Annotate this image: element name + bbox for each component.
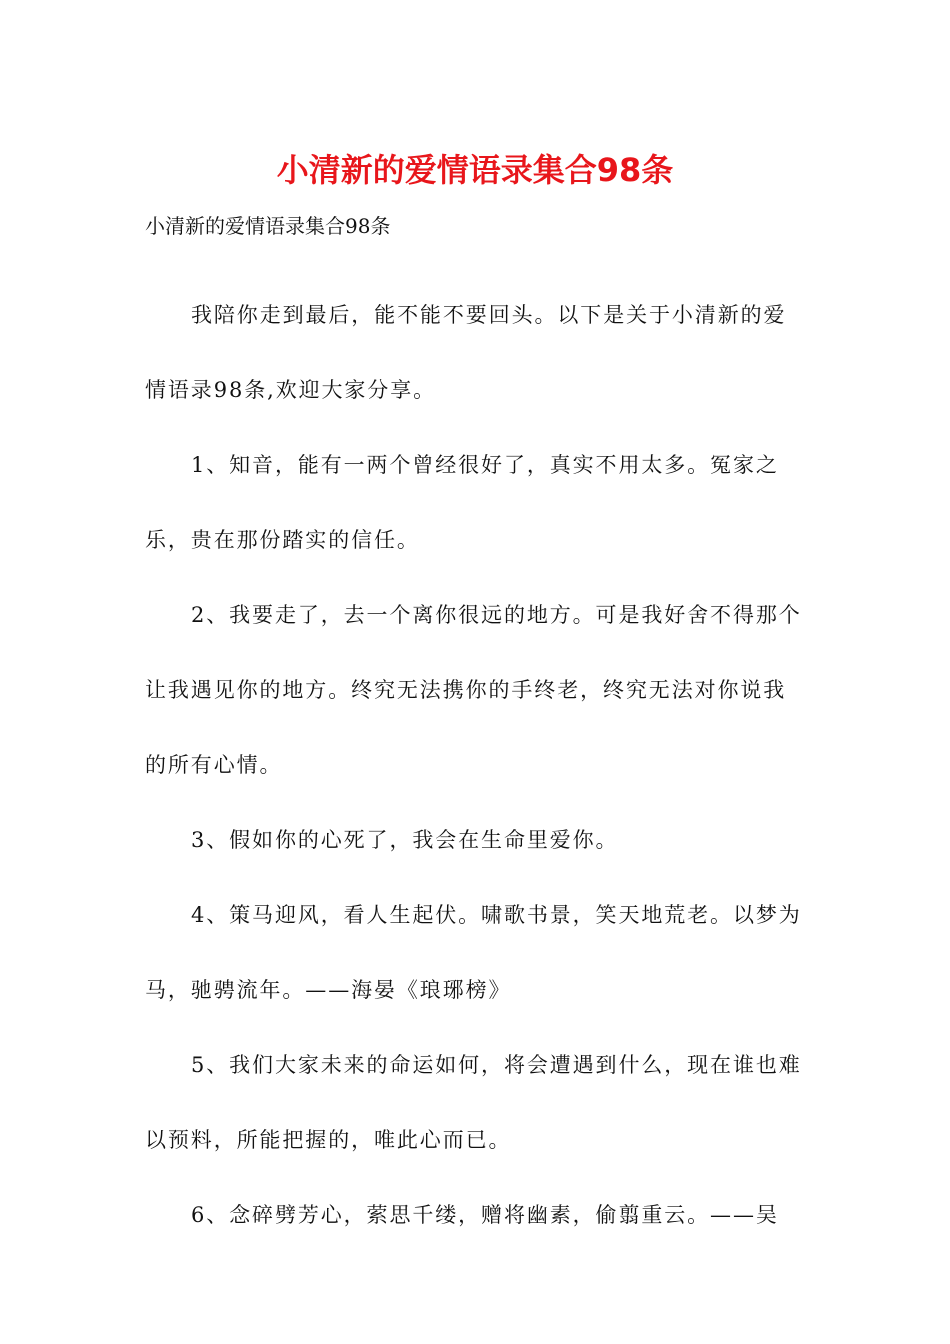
document-subtitle: 小清新的爱情语录集合98条 <box>145 214 391 238</box>
paragraph-4: 4、策马迎风，看人生起伏。啸歌书景，笑天地荒老。以梦为马，驰骋流年。——海晏《琅琊榜》 <box>145 903 802 1002</box>
paragraph-5: 5、我们大家未来的命运如何，将会遭遇到什么，现在谁也难以预料，所能把握的，唯此心而已。 <box>145 1053 802 1152</box>
document-body <box>145 278 805 1253</box>
paragraph-1: 1、知音，能有一两个曾经很好了，真实不用太多。冤家之乐，贵在那份踏实的信任。 <box>145 453 779 552</box>
paragraph-2: 2、我要走了，去一个离你很远的地方。可是我好舍不得那个让我遇见你的地方。终究无法携你的手终老，终究无法对你说我的所有心情。 <box>145 603 802 777</box>
paragraph-6: 6、念碎劈芳心，萦思千缕，赠将幽素，偷翦重云。——吴 <box>191 1203 779 1227</box>
document-title: 小清新的爱情语录集合98条 <box>276 151 674 189</box>
paragraph-intro: 我陪你走到最后，能不能不要回头。以下是关于小清新的爱情语录98条,欢迎大家分享。 <box>145 303 787 402</box>
paragraph-3: 3、假如你的心死了，我会在生命里爱你。 <box>191 828 619 852</box>
